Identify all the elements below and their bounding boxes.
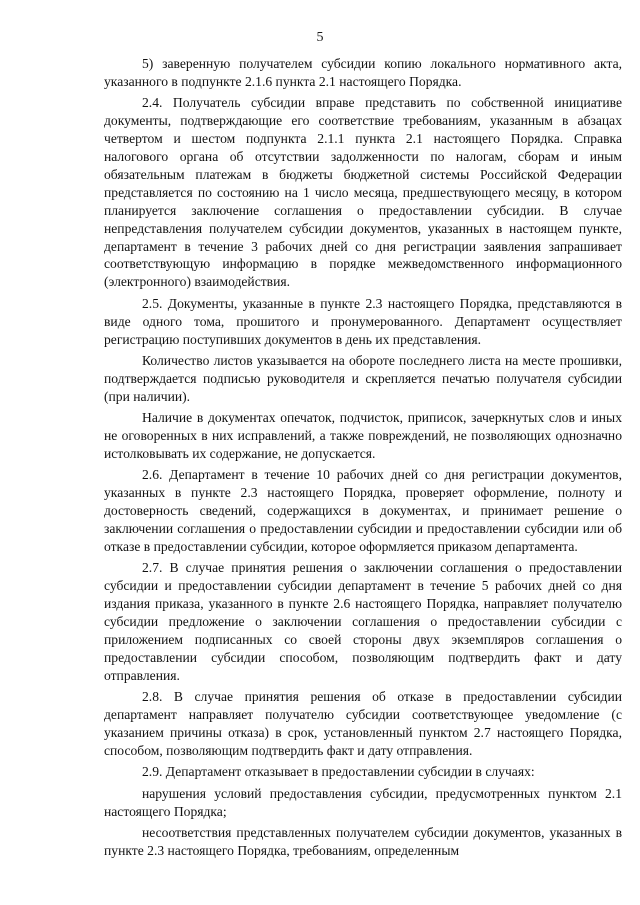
paragraph-corrections: Наличие в документах опечаток, подчисток, приписок, зачеркнутых слов и иных не оговоренных в них исправлений, а также повреждений, не позволяющих однозначно истолковывать их содержание, не допускается. — [104, 410, 622, 462]
paragraph-item-5: 5) заверенную получателем субсидии копию локального нормативного акта, указанного в подпункте 2.1.6 пункта 2.1 настоящего Порядка. — [104, 56, 622, 89]
paragraph-2-5: 2.5. Документы, указанные в пункте 2.3 настоящего Порядка, представляются в виде одного тома, прошитого и пронумерованного. Департамент осуществляет регистрацию поступивших документов в день их представления. — [104, 295, 622, 347]
paragraph-2-9: 2.9. Департамент отказывает в предоставлении субсидии в случаях: — [142, 764, 535, 780]
page-number: 5 — [316, 30, 324, 45]
document-body — [104, 55, 622, 863]
paragraph-2-4: 2.4. Получатель субсидии вправе представить по собственной инициативе документы, подтверждающие его соответствие требованиям, указанным в абзацах четвертом и шестом подпункта 2.1.1 пункта 2.1 настоящего Порядка. Справка налогового органа об отсутствии задолженности по налогам, сборам и иным обязательным платежам в бюджеты бюджетной системы Российской Федерации представляется по состоянию на 1 число месяца, предшествующего месяцу, в котором планируется заключение соглашения о предоставлении субсидии. В случае непредставления получателем субсидии документов, указанных в настоящем пункте, департамент в течение 3 рабочих дней со дня регистрации заявления запрашивает соответствующую информацию в порядке межведомственного информационного (электронного) взаимодействия. — [104, 95, 622, 290]
paragraph-2-7: 2.7. В случае принятия решения о заключении соглашения о предоставлении субсидии и предоставлении субсидии департамент в течение 5 рабочих дней со дня издания приказа, указанного в пункте 2.6 настоящего Порядка, направляет получателю субсидии предложение о заключении соглашения о предоставлении субсидии с приложением подписанных со своей стороны двух экземпляров соглашения о предоставлении субсидии способом, позволяющим подтвердить факт и дату отправления. — [104, 560, 622, 683]
paragraph-2-8: 2.8. В случае принятия решения об отказе в предоставлении субсидии департамент направляет получателю субсидии соответствующее уведомление (с указанием причины отказа) в срок, установленный пунктом 2.7 настоящего Порядка, способом, позволяющим подтвердить факт и дату отправления. — [104, 689, 622, 759]
paragraph-refusal-reason-2: несоответствия представленных получателем субсидии документов, указанных в пункте 2.3 настоящего Порядка, требованиям, определенным — [104, 825, 622, 859]
paragraph-refusal-reason-1: нарушения условий предоставления субсидии, предусмотренных пунктом 2.1 настоящего Порядка; — [104, 785, 622, 819]
paragraph-2-6: 2.6. Департамент в течение 10 рабочих дней со дня регистрации документов, указанных в пункте 2.3 настоящего Порядка, проверяет оформление, полноту и достоверность сведений, содержащихся в документах, и принимает решение о заключении соглашения о предоставлении субсидии и предоставлении субсидии или об отказе в предоставлении субсидии, которое оформляется приказом департамента. — [104, 467, 622, 555]
paragraph-sheet-count: Количество листов указывается на обороте последнего листа на месте прошивки, подтверждается подписью руководителя и скрепляется печатью получателя субсидии (при наличии). — [104, 353, 622, 404]
